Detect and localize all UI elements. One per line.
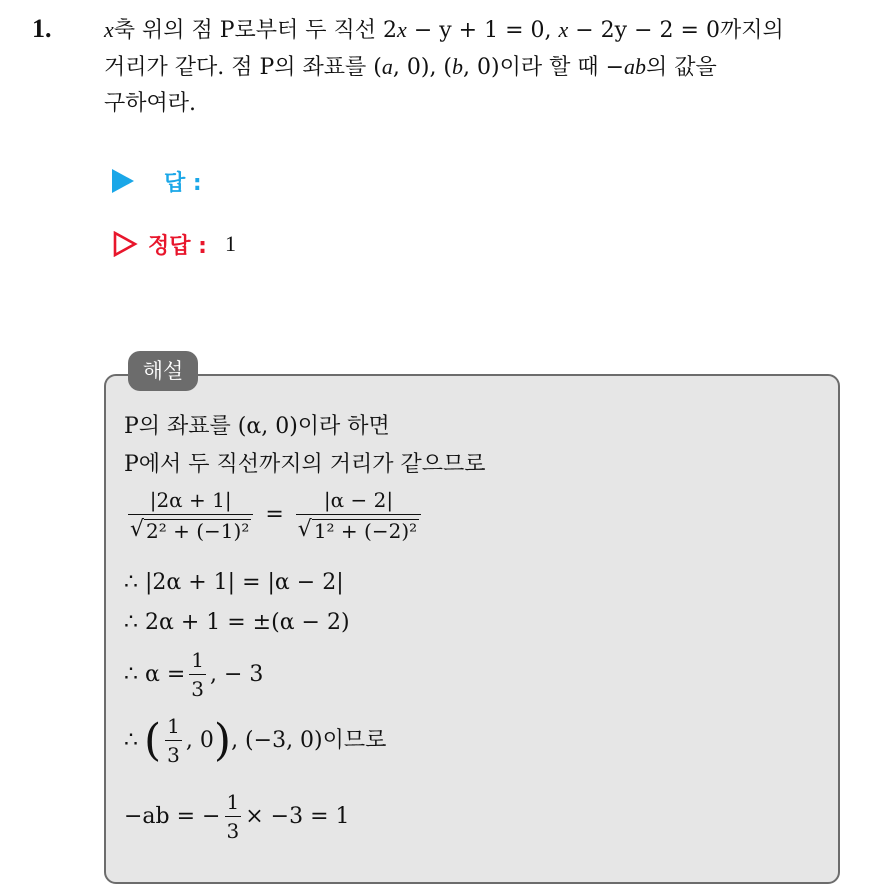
play-triangle-icon <box>112 169 134 193</box>
question-line-3: 구하여라. <box>104 91 197 116</box>
solution-line-8: −ab = − $\frac{1}{3}$ × −3 = 1 <box>124 790 350 843</box>
correct-answer-value: 1 <box>224 231 236 256</box>
solution-equation: |2α + 1| √ 2² + (−1)² = |α − 2| √ 1² + (−2)² <box>124 488 425 542</box>
question-line-2: 거리가 같다. 점 P의 좌표를 (a, 0), (b, 0)이라 할 때 −ab의 값을 <box>104 54 717 80</box>
solution-line-2: P에서 두 직선까지의 거리가 같으므로 <box>124 452 486 477</box>
solution-line-1: P의 좌표를 (α, 0)이라 하면 <box>124 414 390 439</box>
outline-triangle-icon <box>112 231 138 257</box>
question-number: 1. <box>32 14 52 43</box>
fraction-right: |α − 2| √ 1² + (−2)² <box>296 488 421 542</box>
solution-line-5: ∴ 2α + 1 = ±(α − 2) <box>124 610 350 635</box>
answer-row <box>112 164 202 198</box>
solution-tab: 해설 <box>128 351 198 391</box>
fraction-left: |2α + 1| √ 2² + (−1)² <box>128 488 253 542</box>
question-line-1: x축 위의 점 P로부터 두 직선 2x − y + 1 = 0, x − 2y − 2 = 0까지의 <box>104 17 784 43</box>
solution-line-7: ∴ ( $\frac{1}{3}$ , 0 ) , (−3, 0)이므로 <box>124 714 387 767</box>
solution-line-4: ∴ |2α + 1| = |α − 2| <box>124 570 344 595</box>
question-text <box>104 12 874 122</box>
solution-line-6: ∴ α = $\frac{1}{3}$ , − 3 <box>124 648 264 701</box>
correct-answer-row <box>112 226 236 262</box>
correct-answer-label: 정답 : <box>148 233 207 259</box>
answer-label: 답 : <box>164 170 202 196</box>
